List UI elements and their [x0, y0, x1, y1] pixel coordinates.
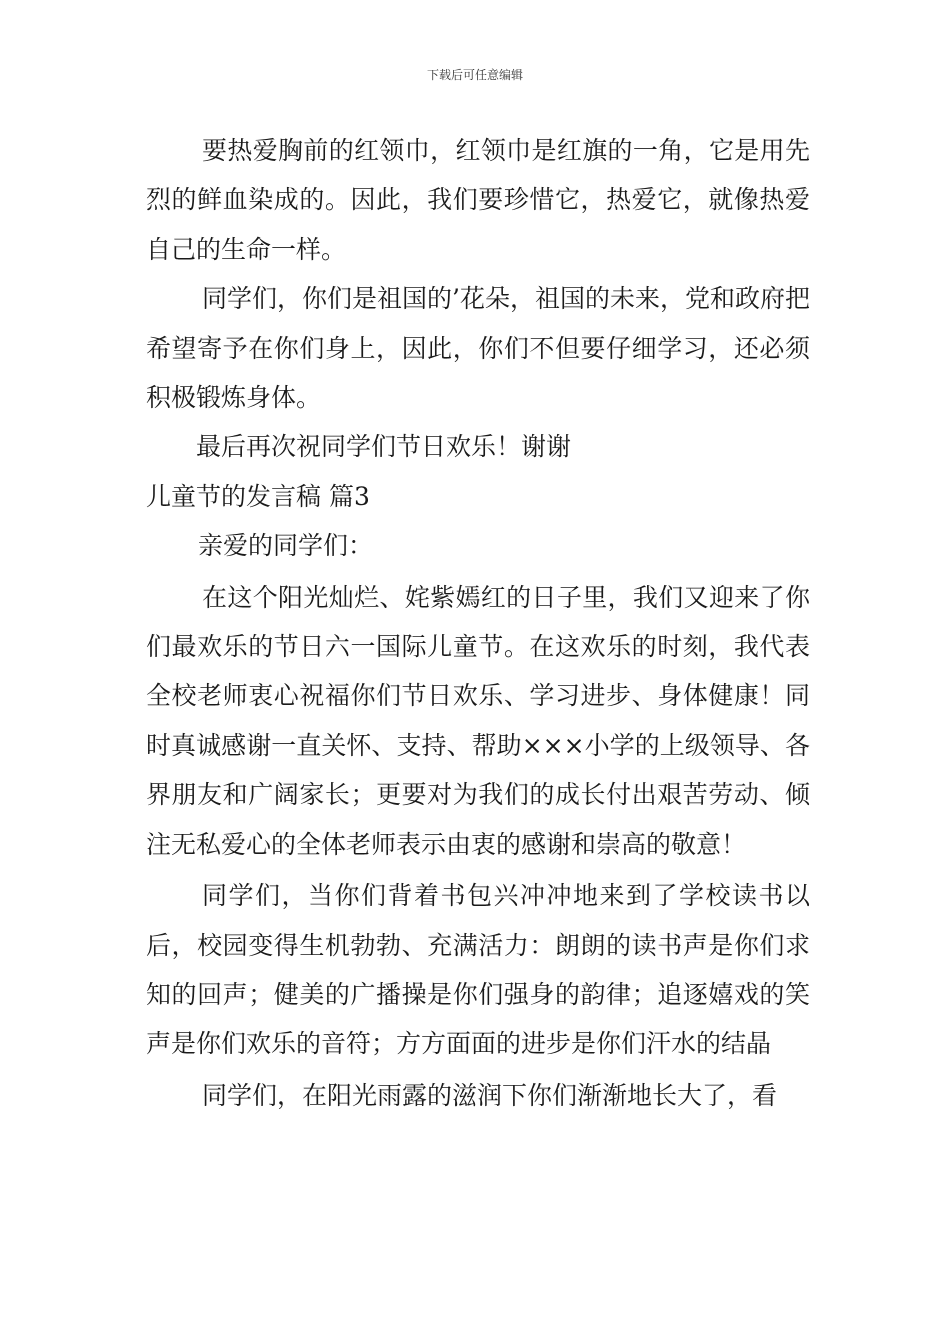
paragraph-closing-thanks: 最后再次祝同学们节日欢乐！谢谢 — [196, 432, 572, 462]
paragraph-childrens-day: 在这个阳光灿烂、姹紫嫣红的日子里，我们又迎来了你们最欢乐的节日六一国际儿童节。在这欢乐的时刻，我代表全校老师衷心祝福你们节日欢乐、学习进步、身体健康！同时真诚感谢一直关怀、支持、帮助×××小学的上级领导、各界朋友和广阔家长；更要对为我们的成长付出艰苦劳动、倾注无私爱心的全体老师表示由衷的感谢和崇高的敬意！ — [146, 582, 810, 859]
paragraph-growing-up: 同学们，在阳光雨露的滋润下你们渐渐地长大了，看 — [202, 1080, 778, 1110]
paragraph-flowers-of-motherland: 同学们，你们是祖国的’花朵，祖国的未来，党和政府把希望寄予在你们身上，因此，你们不但要仔细学习，还必须积极锻炼身体。 — [146, 284, 810, 413]
page-header: 下载后可任意编辑 — [426, 68, 523, 82]
paragraph-greeting: 亲爱的同学们： — [198, 531, 374, 561]
paragraph-campus-life: 同学们，当你们背着书包兴冲冲地来到了学校读书以后，校园变得生机勃勃、充满活力：朗朗的读书声是你们求知的回声；健美的广播操是你们强身的韵律；追逐嬉戏的笑声是你们欢乐的音符；方方面面的进步是你们汗水的结晶 — [146, 881, 810, 1059]
paragraph-red-scarf: 要热爱胸前的红领巾，红领巾是红旗的一角，它是用先烈的鲜血染成的。因此，我们要珍惜它，热爱它，就像热爱自己的生命一样。 — [146, 136, 810, 264]
section-heading: 儿童节的发言稿 篇3 — [146, 481, 370, 511]
document-body — [146, 126, 810, 1120]
